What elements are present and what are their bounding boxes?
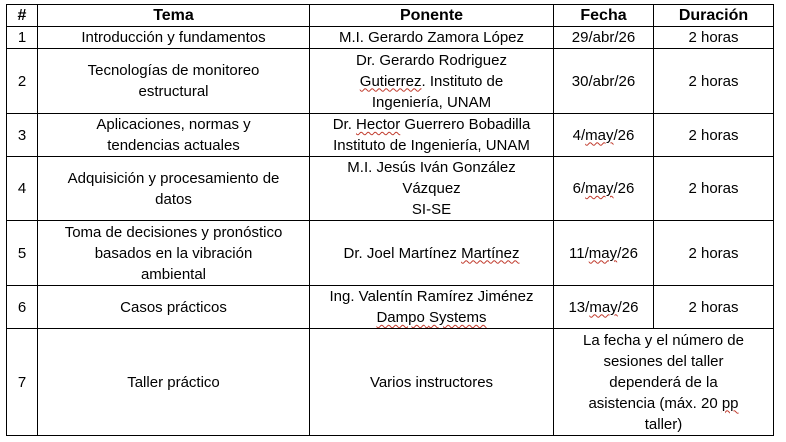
speaker-cell: Ing. Valentín Ramírez Jiménez Dampo Systems xyxy=(310,286,554,329)
header-speaker: Ponente xyxy=(310,5,554,27)
duration-cell: 2 horas xyxy=(654,49,774,114)
header-topic: Tema xyxy=(38,5,310,27)
duration-cell: 2 horas xyxy=(654,27,774,49)
header-duration: Duración xyxy=(654,5,774,27)
speaker-cell: M.I. Jesús Iván González Vázquez SI-SE xyxy=(310,157,554,221)
duration-cell: 2 horas xyxy=(654,114,774,157)
header-number: # xyxy=(7,5,38,27)
table-row xyxy=(7,114,774,157)
topic-cell: Adquisición y procesamiento de datos xyxy=(38,157,310,221)
speaker-cell: M.I. Gerardo Zamora López xyxy=(310,27,554,49)
topic-cell: Tecnologías de monitoreo estructural xyxy=(38,49,310,114)
workshop-note-cell: La fecha y el número de sesiones del taller dependerá de la asistencia (máx. 20 pp taller) xyxy=(554,329,774,436)
table-row xyxy=(7,329,774,436)
speaker-cell: Dr. Hector Guerrero Bobadilla Instituto de Ingeniería, UNAM xyxy=(310,114,554,157)
table-row xyxy=(7,221,774,286)
speaker-cell: Varios instructores xyxy=(310,329,554,436)
date-cell: 29/abr/26 xyxy=(554,27,654,49)
topic-cell: Toma de decisiones y pronóstico basados en la vibración ambiental xyxy=(38,221,310,286)
date-cell: 30/abr/26 xyxy=(554,49,654,114)
row-number: 6 xyxy=(7,286,38,329)
topic-cell: Aplicaciones, normas y tendencias actuales xyxy=(38,114,310,157)
schedule-table xyxy=(6,4,774,436)
duration-cell: 2 horas xyxy=(654,157,774,221)
topic-cell: Casos prácticos xyxy=(38,286,310,329)
topic-cell: Introducción y fundamentos xyxy=(38,27,310,49)
table-row xyxy=(7,157,774,221)
table-row xyxy=(7,286,774,329)
row-number: 3 xyxy=(7,114,38,157)
date-cell: 13/may/26 xyxy=(554,286,654,329)
row-number: 2 xyxy=(7,49,38,114)
date-cell: 4/may/26 xyxy=(554,114,654,157)
duration-cell: 2 horas xyxy=(654,286,774,329)
date-cell: 11/may/26 xyxy=(554,221,654,286)
row-number: 7 xyxy=(7,329,38,436)
date-cell: 6/may/26 xyxy=(554,157,654,221)
duration-cell: 2 horas xyxy=(654,221,774,286)
table-row xyxy=(7,27,774,49)
header-date: Fecha xyxy=(554,5,654,27)
speaker-cell: Dr. Gerardo Rodriguez Gutierrez. Instituto de Ingeniería, UNAM xyxy=(310,49,554,114)
table-row xyxy=(7,49,774,114)
topic-cell: Taller práctico xyxy=(38,329,310,436)
header-row xyxy=(7,5,774,27)
row-number: 1 xyxy=(7,27,38,49)
speaker-cell: Dr. Joel Martínez Martínez xyxy=(310,221,554,286)
row-number: 4 xyxy=(7,157,38,221)
row-number: 5 xyxy=(7,221,38,286)
